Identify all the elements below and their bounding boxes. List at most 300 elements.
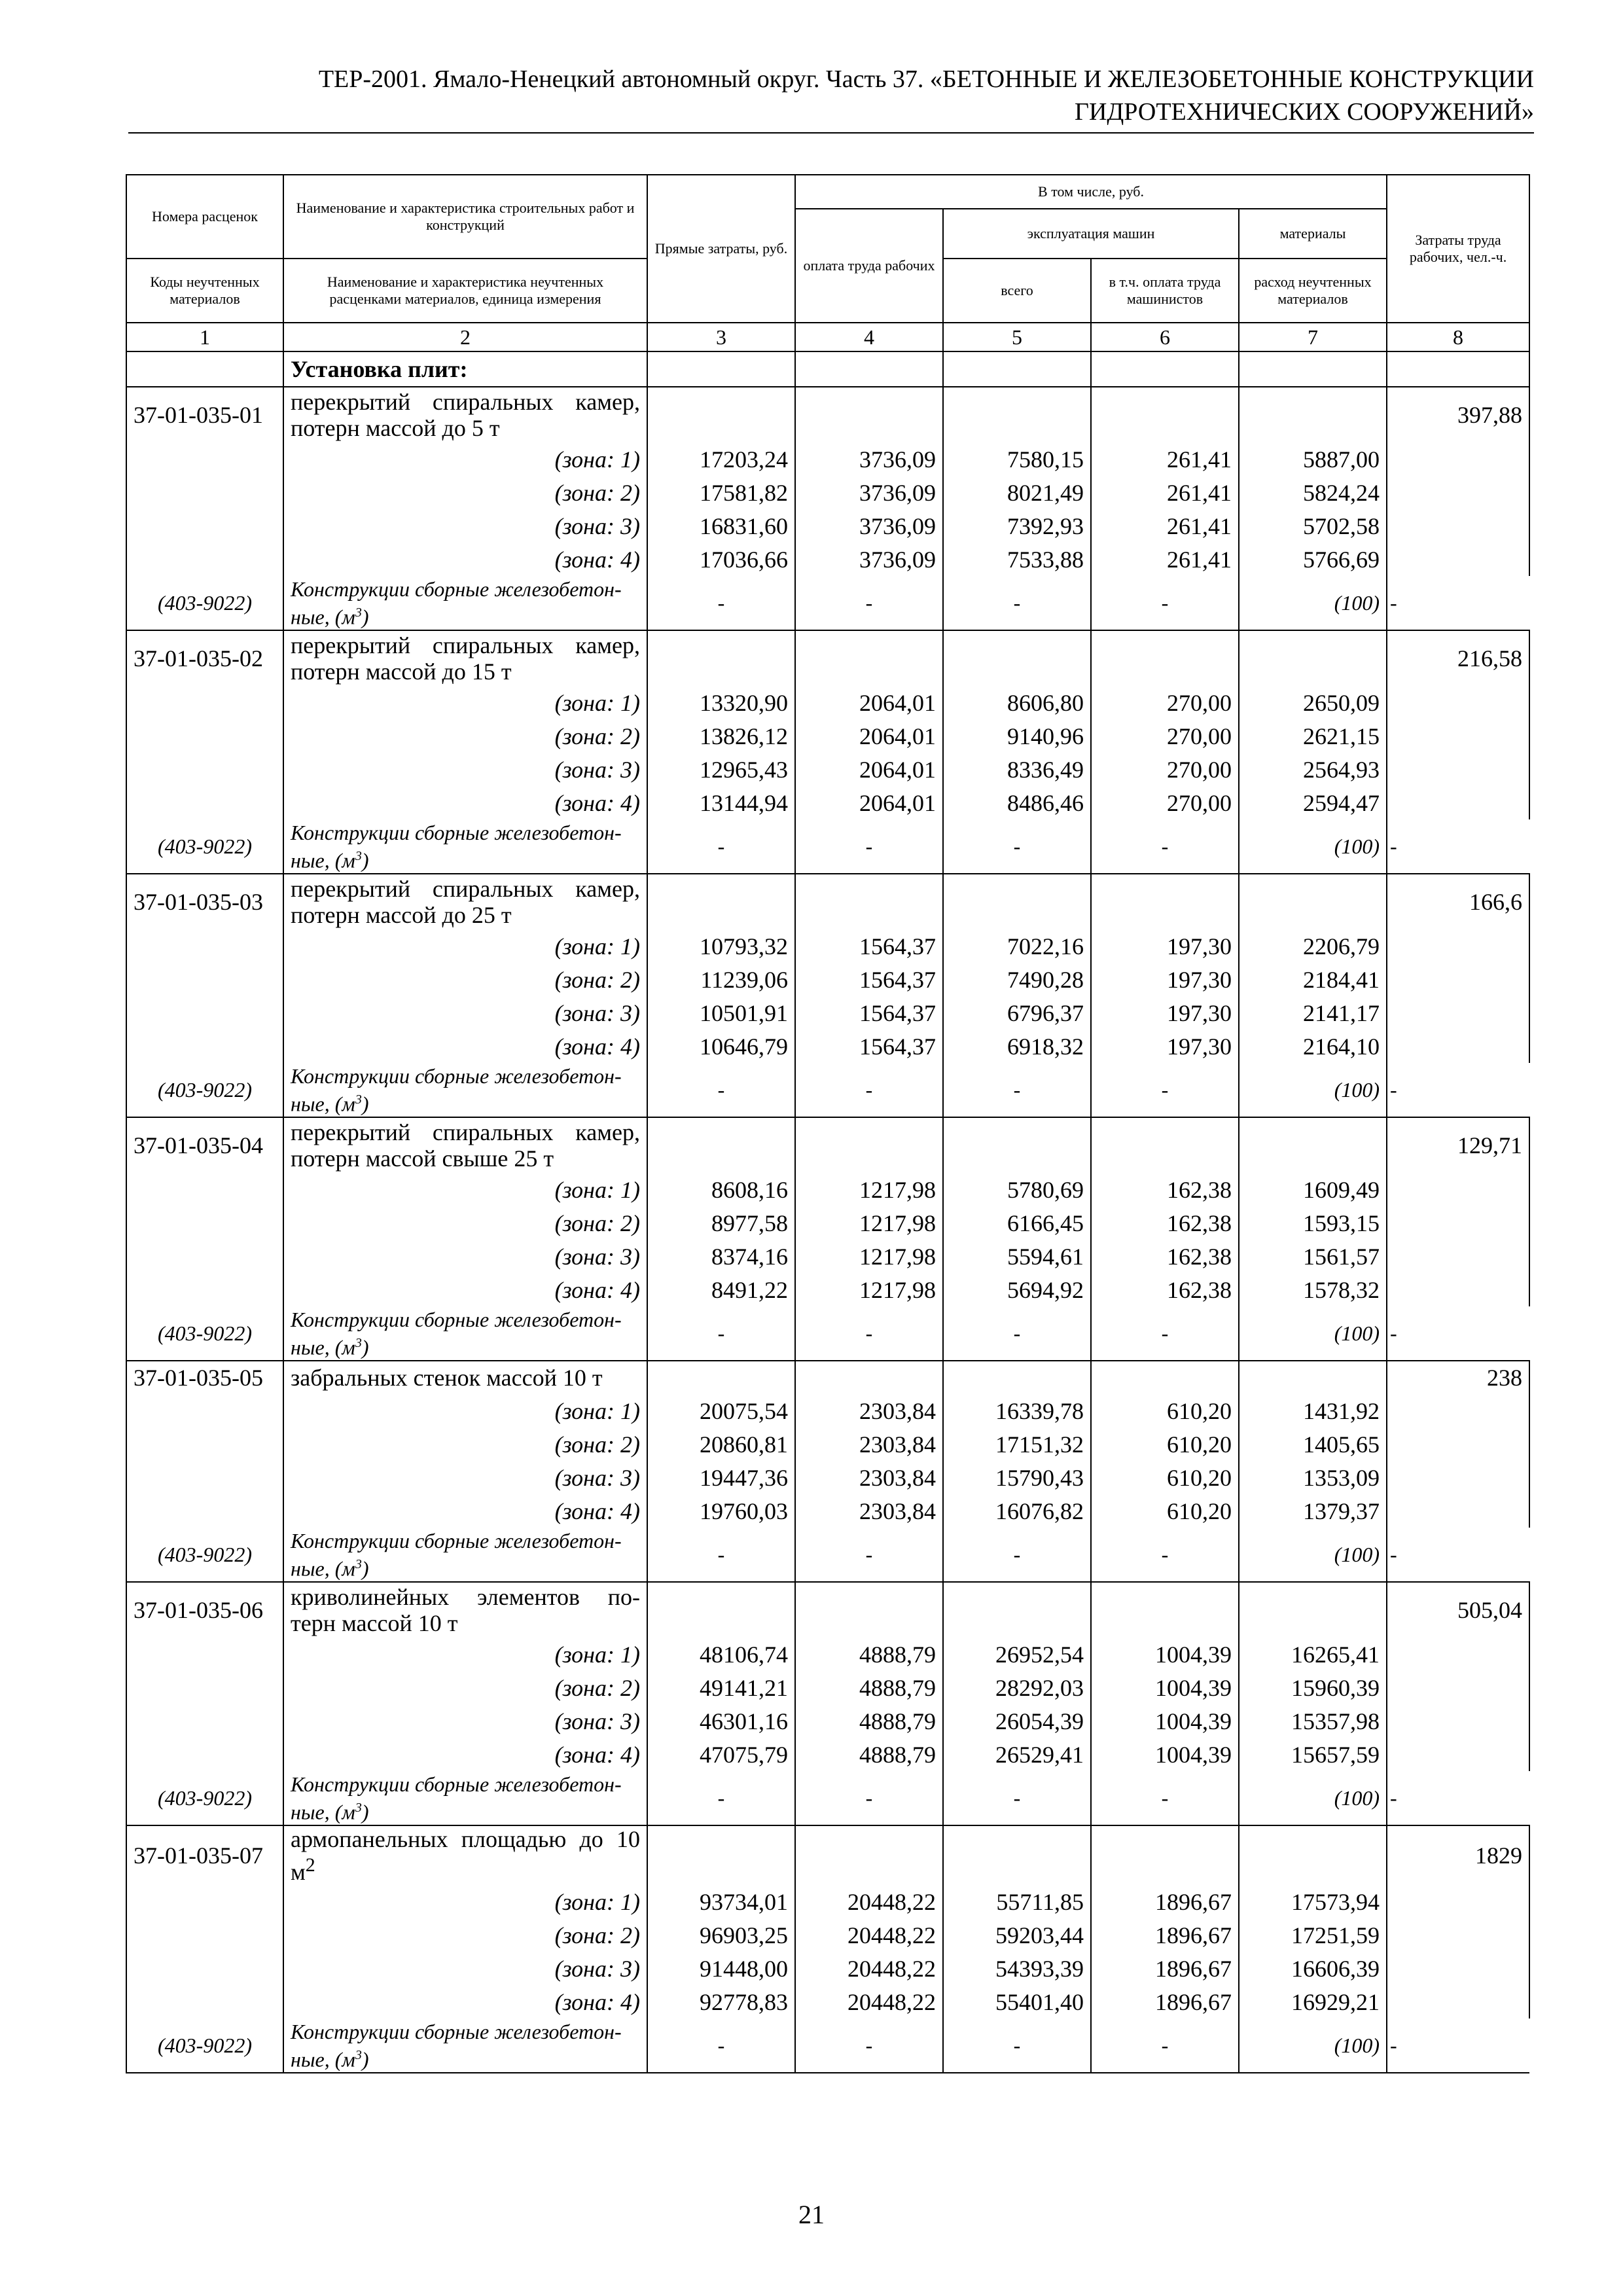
direct-cost: 96903,25 <box>647 1918 795 1952</box>
materials-cost: 5702,58 <box>1239 509 1387 543</box>
empty-cell <box>795 1825 943 1885</box>
column-number: 3 <box>647 323 795 351</box>
direct-cost: 8608,16 <box>647 1173 795 1206</box>
machinist-pay: 610,20 <box>1091 1461 1239 1494</box>
material-name-text: Конструкции сборные железобетон-ные, (м <box>291 2019 622 2072</box>
empty-cell <box>647 1582 795 1638</box>
machines-total: 7022,16 <box>943 929 1091 963</box>
direct-cost: 8977,58 <box>647 1206 795 1240</box>
materials-cost: 16265,41 <box>1239 1638 1387 1671</box>
worker-pay: 2064,01 <box>795 719 943 753</box>
machines-total: 7533,88 <box>943 543 1091 576</box>
worker-pay: 2303,84 <box>795 1427 943 1461</box>
machinist-pay: 1004,39 <box>1091 1671 1239 1704</box>
machinist-pay: 270,00 <box>1091 786 1239 819</box>
machinist-pay: 162,38 <box>1091 1240 1239 1273</box>
direct-cost: 16831,60 <box>647 509 795 543</box>
empty-cell <box>1387 1206 1529 1240</box>
worker-pay: 1217,98 <box>795 1240 943 1273</box>
direct-cost: 46301,16 <box>647 1704 795 1738</box>
zone-label: (зона: 3) <box>283 753 647 786</box>
machines-total: 9140,96 <box>943 719 1091 753</box>
materials-cost: 1593,15 <box>1239 1206 1387 1240</box>
machines-total: 16339,78 <box>943 1394 1091 1427</box>
dash-cell: - <box>1091 1306 1239 1361</box>
dash-cell: - <box>647 1771 795 1825</box>
empty-cell <box>126 442 283 476</box>
material-name <box>283 1063 647 1117</box>
empty-cell <box>1387 1918 1529 1952</box>
dash-cell: - <box>1091 1063 1239 1117</box>
zone-label: (зона: 3) <box>283 1240 647 1273</box>
empty-cell <box>647 1361 795 1394</box>
empty-cell <box>1091 1582 1239 1638</box>
machines-total: 54393,39 <box>943 1952 1091 1985</box>
materials-cost: 2206,79 <box>1239 929 1387 963</box>
machinist-pay: 1896,67 <box>1091 1985 1239 2018</box>
dash-cell: - <box>943 1771 1091 1825</box>
machinist-pay: 270,00 <box>1091 719 1239 753</box>
empty-cell <box>1387 1173 1529 1206</box>
dash-cell: - <box>1387 819 1529 874</box>
zone-label: (зона: 4) <box>283 543 647 576</box>
empty-cell <box>126 996 283 1030</box>
empty-cell <box>1387 753 1529 786</box>
worker-pay: 20448,22 <box>795 1918 943 1952</box>
worker-pay: 1217,98 <box>795 1206 943 1240</box>
machinist-pay: 610,20 <box>1091 1494 1239 1528</box>
empty-cell <box>1239 387 1387 442</box>
zone-label: (зона: 4) <box>283 1738 647 1771</box>
worker-pay: 20448,22 <box>795 1885 943 1918</box>
material-name-text: Конструкции сборные железобетон-ные, (м <box>291 1064 622 1116</box>
materials-cost: 15657,59 <box>1239 1738 1387 1771</box>
materials-cost: 5824,24 <box>1239 476 1387 509</box>
header-machines: эксплуатация машин <box>943 209 1239 259</box>
zone-label: (зона: 4) <box>283 1273 647 1306</box>
materials-cost: 2650,09 <box>1239 686 1387 719</box>
labor-cost: 1829 <box>1387 1825 1529 1885</box>
machines-total: 6796,37 <box>943 996 1091 1030</box>
zone-label: (зона: 2) <box>283 1671 647 1704</box>
header-line-1: ТЕР-2001. Ямало-Ненецкий автономный округ. Часть 37. «БЕТОННЫЕ И ЖЕЛЕЗОБЕТОННЫЕ КОНСТРУКЦИИ <box>318 65 1534 93</box>
rate-code: 37-01-035-02 <box>126 630 283 686</box>
header-materials: материалы <box>1239 209 1387 259</box>
labor-cost: 505,04 <box>1387 1582 1529 1638</box>
materials-cost: 15357,98 <box>1239 1704 1387 1738</box>
dash-cell: - <box>1091 819 1239 874</box>
dash-cell: - <box>1091 1771 1239 1825</box>
machinist-pay: 261,41 <box>1091 476 1239 509</box>
column-number: 4 <box>795 323 943 351</box>
empty-cell <box>647 1825 795 1885</box>
dash-cell: - <box>795 576 943 630</box>
machines-total: 15790,43 <box>943 1461 1091 1494</box>
worker-pay: 1564,37 <box>795 929 943 963</box>
material-code: (403-9022) <box>126 819 283 874</box>
machines-total: 7392,93 <box>943 509 1091 543</box>
machinist-pay: 261,41 <box>1091 509 1239 543</box>
zone-label: (зона: 4) <box>283 786 647 819</box>
empty-cell <box>1387 686 1529 719</box>
header-codes: Номера расценок <box>126 175 283 259</box>
dash-cell: - <box>795 1771 943 1825</box>
empty-cell <box>943 351 1091 387</box>
worker-pay: 2303,84 <box>795 1461 943 1494</box>
unit-exponent: 3 <box>355 605 362 620</box>
dash-cell: - <box>943 1528 1091 1582</box>
empty-cell <box>647 351 795 387</box>
header-work-name: Наименование и характеристика строительных работ и конструкций <box>283 175 647 259</box>
direct-cost: 17036,66 <box>647 543 795 576</box>
zone-label: (зона: 3) <box>283 1461 647 1494</box>
material-name-text: Конструкции сборные железобетон-ные, (м <box>291 820 622 872</box>
empty-cell <box>1387 1273 1529 1306</box>
materials-cost: 2141,17 <box>1239 996 1387 1030</box>
empty-cell <box>1091 1825 1239 1885</box>
zone-label: (зона: 1) <box>283 1173 647 1206</box>
empty-cell <box>126 1273 283 1306</box>
direct-cost: 13320,90 <box>647 686 795 719</box>
empty-cell <box>1387 442 1529 476</box>
worker-pay: 20448,22 <box>795 1952 943 1985</box>
empty-cell <box>795 1117 943 1173</box>
empty-cell <box>126 1638 283 1671</box>
work-name-text: перекрытий спиральных камер, потерн массой до 25 т <box>291 876 640 928</box>
work-name-text: забральных стенок массой 10 т <box>291 1365 603 1391</box>
empty-cell <box>1387 786 1529 819</box>
empty-cell <box>126 476 283 509</box>
direct-cost: 91448,00 <box>647 1952 795 1985</box>
machinist-pay: 261,41 <box>1091 543 1239 576</box>
empty-cell <box>126 543 283 576</box>
machines-total: 16076,82 <box>943 1494 1091 1528</box>
price-table <box>126 174 1530 2073</box>
unit-exponent: 3 <box>355 1800 362 1815</box>
direct-cost: 8491,22 <box>647 1273 795 1306</box>
zone-label: (зона: 4) <box>283 1985 647 2018</box>
direct-cost: 17581,82 <box>647 476 795 509</box>
unit-exponent: 3 <box>355 2047 362 2062</box>
empty-cell <box>1387 509 1529 543</box>
empty-cell <box>1387 1704 1529 1738</box>
empty-cell <box>1387 1952 1529 1985</box>
machines-total: 5780,69 <box>943 1173 1091 1206</box>
unit-exponent: 2 <box>305 1854 315 1876</box>
material-usage: (100) <box>1239 1771 1387 1825</box>
direct-cost: 48106,74 <box>647 1638 795 1671</box>
machines-total: 7580,15 <box>943 442 1091 476</box>
worker-pay: 4888,79 <box>795 1671 943 1704</box>
empty-cell <box>126 1173 283 1206</box>
machinist-pay: 1896,67 <box>1091 1918 1239 1952</box>
empty-cell <box>795 387 943 442</box>
header-material-usage: расход неучтенных материалов <box>1239 259 1387 323</box>
materials-cost: 1379,37 <box>1239 1494 1387 1528</box>
materials-cost: 2164,10 <box>1239 1030 1387 1063</box>
empty-cell <box>1387 929 1529 963</box>
materials-cost: 16606,39 <box>1239 1952 1387 1985</box>
material-code: (403-9022) <box>126 2018 283 2073</box>
direct-cost: 11239,06 <box>647 963 795 996</box>
empty-cell <box>126 719 283 753</box>
empty-cell <box>1239 1582 1387 1638</box>
machines-total: 6918,32 <box>943 1030 1091 1063</box>
worker-pay: 1217,98 <box>795 1173 943 1206</box>
machinist-pay: 270,00 <box>1091 753 1239 786</box>
section-title: Установка плит: <box>283 351 647 387</box>
empty-cell <box>126 1671 283 1704</box>
material-name <box>283 1306 647 1361</box>
worker-pay: 2064,01 <box>795 786 943 819</box>
material-usage: (100) <box>1239 1063 1387 1117</box>
work-name-text: перекрытий спиральных камер, потерн массой свыше 25 т <box>291 1119 640 1172</box>
worker-pay: 2303,84 <box>795 1394 943 1427</box>
work-name-text: перекрытий спиральных камер, потерн массой до 5 т <box>291 389 640 441</box>
empty-cell <box>1387 1638 1529 1671</box>
empty-cell <box>1091 387 1239 442</box>
machinist-pay: 162,38 <box>1091 1206 1239 1240</box>
zone-label: (зона: 1) <box>283 929 647 963</box>
dash-cell: - <box>795 1306 943 1361</box>
empty-cell <box>1387 1240 1529 1273</box>
zone-label: (зона: 2) <box>283 1918 647 1952</box>
empty-cell <box>126 1738 283 1771</box>
empty-cell <box>1239 351 1387 387</box>
labor-cost: 397,88 <box>1387 387 1529 442</box>
materials-cost: 1561,57 <box>1239 1240 1387 1273</box>
dash-cell: - <box>795 1528 943 1582</box>
material-name-text: Конструкции сборные железобетон-ные, (м <box>291 1307 622 1359</box>
rate-code: 37-01-035-06 <box>126 1582 283 1638</box>
machines-total: 26952,54 <box>943 1638 1091 1671</box>
zone-label: (зона: 2) <box>283 1206 647 1240</box>
header-labor-costs: Затраты труда рабочих, чел.-ч. <box>1387 175 1529 323</box>
unit-close: ) <box>361 605 369 629</box>
machines-total: 8021,49 <box>943 476 1091 509</box>
worker-pay: 3736,09 <box>795 476 943 509</box>
unit-exponent: 3 <box>355 1092 362 1107</box>
empty-cell <box>126 786 283 819</box>
machinist-pay: 1896,67 <box>1091 1952 1239 1985</box>
column-number: 1 <box>126 323 283 351</box>
dash-cell: - <box>647 1306 795 1361</box>
empty-cell <box>126 963 283 996</box>
unit-close: ) <box>361 1092 369 1116</box>
material-name-text: Конструкции сборные железобетон-ные, (м <box>291 1528 622 1581</box>
materials-cost: 1609,49 <box>1239 1173 1387 1206</box>
worker-pay: 3736,09 <box>795 509 943 543</box>
unit-close: ) <box>361 2047 369 2072</box>
zone-label: (зона: 2) <box>283 476 647 509</box>
work-name <box>283 387 647 442</box>
machines-total: 26529,41 <box>943 1738 1091 1771</box>
direct-cost: 13826,12 <box>647 719 795 753</box>
empty-cell <box>647 387 795 442</box>
materials-cost: 5766,69 <box>1239 543 1387 576</box>
empty-cell <box>943 630 1091 686</box>
machinist-pay: 197,30 <box>1091 963 1239 996</box>
empty-cell <box>126 1952 283 1985</box>
direct-cost: 20075,54 <box>647 1394 795 1427</box>
empty-cell <box>126 1494 283 1528</box>
zone-label: (зона: 4) <box>283 1494 647 1528</box>
worker-pay: 1564,37 <box>795 963 943 996</box>
rate-code: 37-01-035-03 <box>126 874 283 929</box>
dash-cell: - <box>647 1528 795 1582</box>
material-code: (403-9022) <box>126 1306 283 1361</box>
header-machinist-pay: в т.ч. оплата труда машинистов <box>1091 259 1239 323</box>
machinist-pay: 197,30 <box>1091 996 1239 1030</box>
machinist-pay: 162,38 <box>1091 1173 1239 1206</box>
empty-cell <box>126 1461 283 1494</box>
zone-label: (зона: 2) <box>283 1427 647 1461</box>
empty-cell <box>126 1030 283 1063</box>
rate-code: 37-01-035-05 <box>126 1361 283 1394</box>
machinist-pay: 1004,39 <box>1091 1638 1239 1671</box>
direct-cost: 8374,16 <box>647 1240 795 1273</box>
machines-total: 17151,32 <box>943 1427 1091 1461</box>
empty-cell <box>1091 630 1239 686</box>
zone-label: (зона: 2) <box>283 719 647 753</box>
machines-total: 26054,39 <box>943 1704 1091 1738</box>
empty-cell <box>943 874 1091 929</box>
materials-cost: 2564,93 <box>1239 753 1387 786</box>
zone-label: (зона: 3) <box>283 1704 647 1738</box>
dash-cell: - <box>647 819 795 874</box>
unit-close: ) <box>361 1800 369 1824</box>
empty-cell <box>943 1117 1091 1173</box>
header-worker-pay: оплата труда рабочих <box>795 209 943 323</box>
empty-cell <box>1239 1117 1387 1173</box>
machinist-pay: 270,00 <box>1091 686 1239 719</box>
zone-label: (зона: 1) <box>283 442 647 476</box>
machinist-pay: 1004,39 <box>1091 1704 1239 1738</box>
materials-cost: 17573,94 <box>1239 1885 1387 1918</box>
machinist-pay: 1004,39 <box>1091 1738 1239 1771</box>
zone-label: (зона: 1) <box>283 1638 647 1671</box>
unit-exponent: 3 <box>355 848 362 863</box>
zone-label: (зона: 1) <box>283 1394 647 1427</box>
empty-cell <box>126 1206 283 1240</box>
empty-cell <box>1387 1394 1529 1427</box>
direct-cost: 10501,91 <box>647 996 795 1030</box>
material-usage: (100) <box>1239 819 1387 874</box>
material-name <box>283 1528 647 1582</box>
material-usage: (100) <box>1239 1306 1387 1361</box>
material-name <box>283 576 647 630</box>
empty-cell <box>647 874 795 929</box>
empty-cell <box>943 387 1091 442</box>
materials-cost: 16929,21 <box>1239 1985 1387 2018</box>
dash-cell: - <box>1387 576 1529 630</box>
empty-cell <box>126 1427 283 1461</box>
section-code-cell <box>126 351 283 387</box>
machines-total: 8606,80 <box>943 686 1091 719</box>
machines-total: 5594,61 <box>943 1240 1091 1273</box>
column-number: 8 <box>1387 323 1529 351</box>
materials-cost: 5887,00 <box>1239 442 1387 476</box>
dash-cell: - <box>943 2018 1091 2073</box>
empty-cell <box>943 1361 1091 1394</box>
rate-code: 37-01-035-01 <box>126 387 283 442</box>
empty-cell <box>943 1582 1091 1638</box>
work-name <box>283 1117 647 1173</box>
header-material-name: Наименование и характеристика неучтенных расценками материалов, единица измерения <box>283 259 647 323</box>
direct-cost: 93734,01 <box>647 1885 795 1918</box>
empty-cell <box>1239 1361 1387 1394</box>
dash-cell: - <box>1387 1771 1529 1825</box>
empty-cell <box>1091 874 1239 929</box>
column-number: 6 <box>1091 323 1239 351</box>
header-material-codes: Коды неучтенных материалов <box>126 259 283 323</box>
machines-total: 59203,44 <box>943 1918 1091 1952</box>
unit-close: ) <box>361 848 369 872</box>
work-name-text: перекрытий спиральных камер, потерн массой до 15 т <box>291 632 640 685</box>
worker-pay: 1564,37 <box>795 996 943 1030</box>
empty-cell <box>126 1240 283 1273</box>
empty-cell <box>126 509 283 543</box>
material-name <box>283 819 647 874</box>
unit-close: ) <box>361 1556 369 1581</box>
running-header <box>128 63 1534 134</box>
zone-label: (зона: 4) <box>283 1030 647 1063</box>
header-machines-total: всего <box>943 259 1091 323</box>
page-number: 21 <box>798 2200 825 2229</box>
empty-cell <box>1239 1825 1387 1885</box>
zone-label: (зона: 3) <box>283 509 647 543</box>
worker-pay: 20448,22 <box>795 1985 943 2018</box>
machines-total: 7490,28 <box>943 963 1091 996</box>
column-number: 5 <box>943 323 1091 351</box>
dash-cell: - <box>795 819 943 874</box>
material-code: (403-9022) <box>126 1771 283 1825</box>
dash-cell: - <box>647 576 795 630</box>
dash-cell: - <box>943 819 1091 874</box>
header-direct-costs: Прямые затраты, руб. <box>647 175 795 323</box>
worker-pay: 2064,01 <box>795 686 943 719</box>
empty-cell <box>1387 351 1529 387</box>
dash-cell: - <box>1387 1306 1529 1361</box>
dash-cell: - <box>943 1306 1091 1361</box>
direct-cost: 20860,81 <box>647 1427 795 1461</box>
material-name <box>283 2018 647 2073</box>
empty-cell <box>795 1582 943 1638</box>
work-name <box>283 630 647 686</box>
zone-label: (зона: 3) <box>283 1952 647 1985</box>
empty-cell <box>1387 476 1529 509</box>
empty-cell <box>1387 1030 1529 1063</box>
empty-cell <box>126 1985 283 2018</box>
unit-exponent: 3 <box>355 1556 362 1571</box>
worker-pay: 4888,79 <box>795 1638 943 1671</box>
materials-cost: 2621,15 <box>1239 719 1387 753</box>
materials-cost: 17251,59 <box>1239 1918 1387 1952</box>
empty-cell <box>126 1394 283 1427</box>
material-code: (403-9022) <box>126 1063 283 1117</box>
machinist-pay: 1896,67 <box>1091 1885 1239 1918</box>
empty-cell <box>1091 1361 1239 1394</box>
machinist-pay: 197,30 <box>1091 1030 1239 1063</box>
worker-pay: 3736,09 <box>795 442 943 476</box>
dash-cell: - <box>795 1063 943 1117</box>
direct-cost: 17203,24 <box>647 442 795 476</box>
empty-cell <box>1387 1461 1529 1494</box>
direct-cost: 92778,83 <box>647 1985 795 2018</box>
empty-cell <box>1091 1117 1239 1173</box>
dash-cell: - <box>647 1063 795 1117</box>
empty-cell <box>1239 630 1387 686</box>
